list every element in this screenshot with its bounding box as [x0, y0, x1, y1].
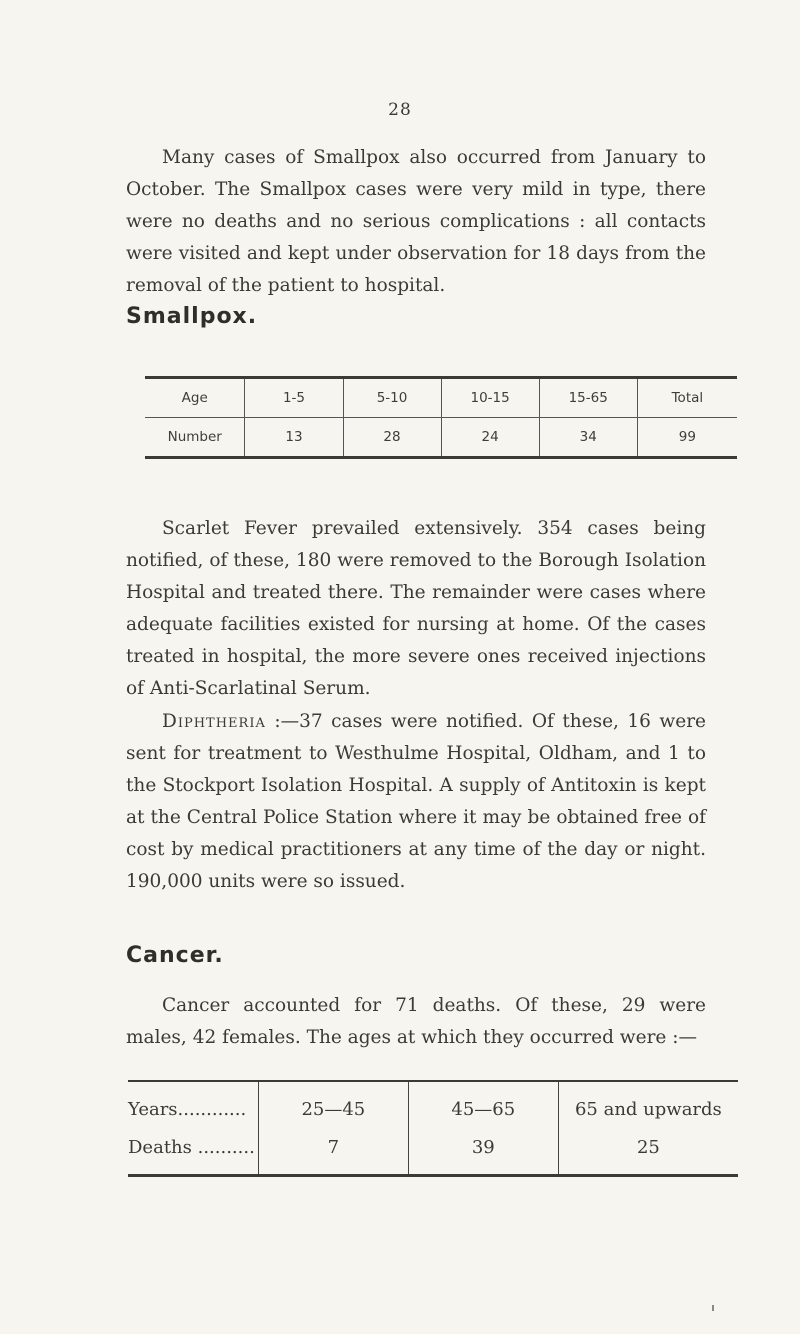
- cancer-header-cell: Years............: [128, 1098, 247, 1120]
- smallpox-header-cell: 15-65: [539, 378, 637, 418]
- smallpox-data-cell: 24: [441, 418, 539, 458]
- cancer-data-cell: 39: [408, 1128, 558, 1176]
- smallpox-data-cell: Number: [167, 429, 222, 445]
- cancer-data-cell: 25: [558, 1128, 738, 1176]
- smallpox-table: [145, 376, 737, 459]
- cancer-data-row: [128, 1128, 738, 1176]
- smallpox-header-cell: Age: [145, 378, 245, 418]
- cancer-header-row: [128, 1081, 738, 1128]
- smallpox-header-cell: 5-10: [343, 378, 441, 418]
- smallpox-header-cell: 1-5: [245, 378, 343, 418]
- smallpox-header-cell: 10-15: [441, 378, 539, 418]
- smallpox-header-cell: Total: [637, 378, 737, 418]
- cancer-heading: Cancer.: [126, 943, 224, 968]
- diphtheria-text: :—37 cases were notified. Of these, 16 were sent for treatment to Westhulme Hospital, Oldham, and 1 to the Stockport Isolation Hospital. A supply of Antitoxin is kept at the Central Police Station where it may be obtained free of cost by medical practitioners at any time of the day or night. 190,000 units were so issued.: [126, 711, 706, 892]
- cancer-header-cell: 25—45: [258, 1081, 408, 1128]
- smallpox-data-row: [145, 418, 737, 458]
- cancer-data-cell: 7: [258, 1128, 408, 1176]
- page-number: 28: [388, 100, 412, 120]
- smallpox-data-cell: 28: [343, 418, 441, 458]
- smallpox-header-row: [145, 378, 737, 418]
- scarlet-fever-paragraph: Scarlet Fever prevailed extensively. 354 cases being notified, of these, 180 were removed to the Borough Isolation Hospital and treated there. The remainder were cases where adequate facilities existed for nursing at home. Of the cases treated in hospital, the more severe ones received injections of Anti-Scarlatinal Serum.: [126, 518, 706, 699]
- cancer-data-cell: Deaths ..........: [128, 1136, 255, 1158]
- cancer-header-cell: 45—65: [408, 1081, 558, 1128]
- print-speck: [712, 1305, 714, 1311]
- intro-paragraph: Many cases of Smallpox also occurred from January to October. The Smallpox cases were very mild in type, there were no deaths and no serious complications : all contacts were visited and kept under observation for 18 days from the removal of the patient to hospital.: [126, 147, 706, 296]
- smallpox-heading: Smallpox.: [126, 304, 258, 329]
- smallpox-data-cell: 13: [245, 418, 343, 458]
- cancer-header-cell: 65 and upwards: [558, 1081, 738, 1128]
- cancer-table: [128, 1080, 738, 1177]
- smallpox-data-cell: 99: [637, 418, 737, 458]
- smallpox-data-cell: 34: [539, 418, 637, 458]
- cancer-paragraph: Cancer accounted for 71 deaths. Of these, 29 were males, 42 females. The ages at which they occurred were :—: [126, 995, 706, 1048]
- diphtheria-label: Diphtheria: [162, 711, 266, 732]
- diphtheria-paragraph: [126, 706, 706, 898]
